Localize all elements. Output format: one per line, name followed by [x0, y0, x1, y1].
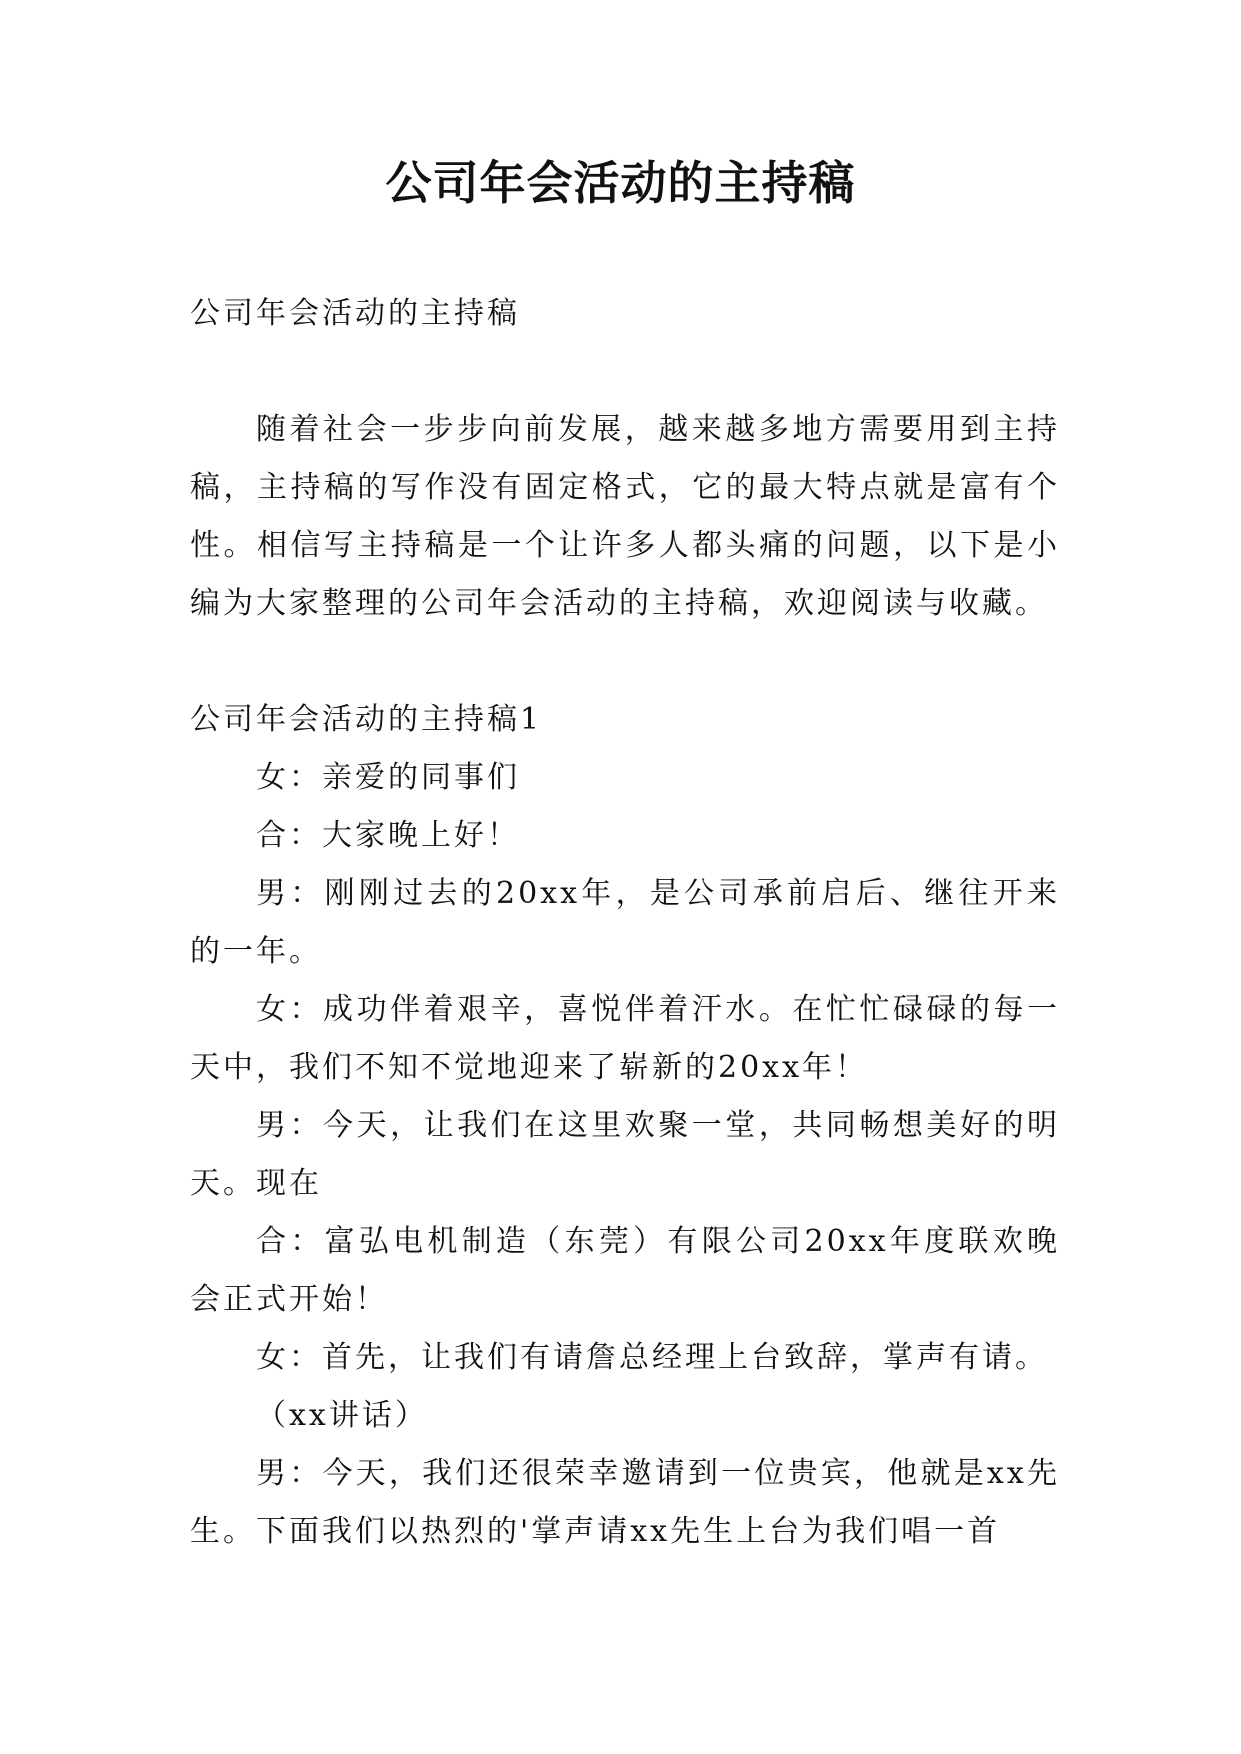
script-line: 男：刚刚过去的20xx年，是公司承前启后、继往开来的一年。 [190, 876, 1060, 969]
script-line: 女：成功伴着艰辛，喜悦伴着汗水。在忙忙碌碌的每一天中，我们不知不觉地迎来了崭新的20xx年！ [190, 992, 1060, 1085]
script-line: 女：亲爱的同事们 [256, 760, 520, 795]
document-title: 公司年会活动的主持稿 [385, 156, 856, 210]
section-heading: 公司年会活动的主持稿1 [190, 702, 543, 737]
script-line: 男：今天，我们还很荣幸邀请到一位贵宾，他就是xx先生。下面我们以热烈的'掌声请xx先生上台为我们唱一首 [190, 1456, 1060, 1549]
intro-paragraph: 随着社会一步步向前发展，越来越多地方需要用到主持稿，主持稿的写作没有固定格式，它的最大特点就是富有个性。相信写主持稿是一个让许多人都头痛的问题，以下是小编为大家整理的公司年会活动的主持稿，欢迎阅读与收藏。 [190, 412, 1060, 621]
script-line: 男：今天，让我们在这里欢聚一堂，共同畅想美好的明天。现在 [190, 1108, 1060, 1201]
script-line: 女：首先，让我们有请詹总经理上台致辞，掌声有请。 [256, 1340, 1048, 1375]
script-line: 合：大家晚上好！ [256, 818, 520, 853]
script-line: 合：富弘电机制造（东莞）有限公司20xx年度联欢晚会正式开始！ [190, 1224, 1060, 1317]
script-line: （xx讲话） [256, 1398, 428, 1433]
document-subtitle: 公司年会活动的主持稿 [190, 296, 520, 331]
document-body [190, 285, 1060, 1561]
